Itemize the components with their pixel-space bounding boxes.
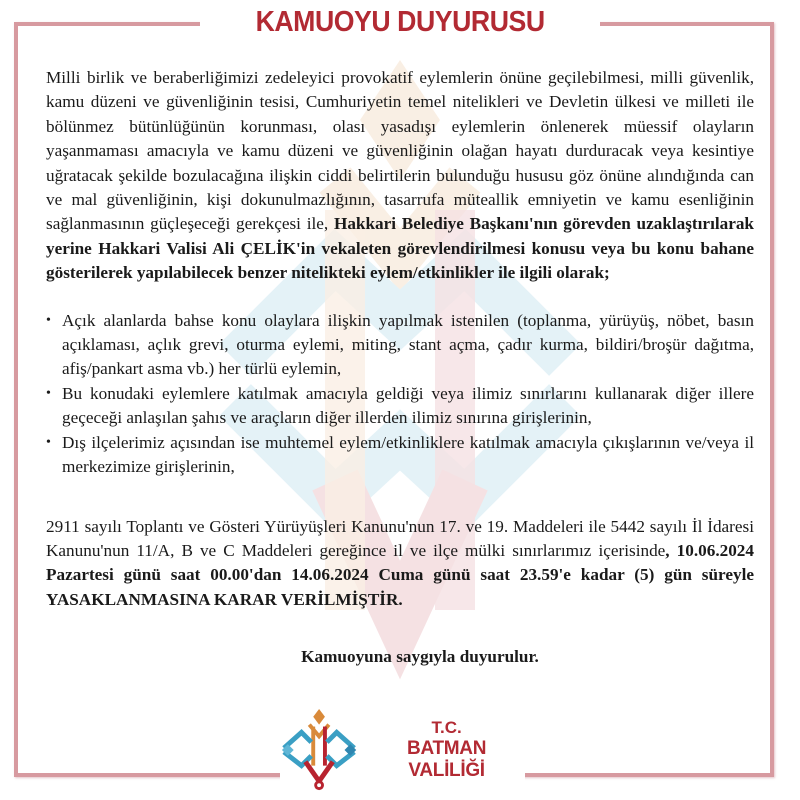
announcement-body	[46, 66, 754, 670]
batman-governorship-logo-icon	[280, 706, 358, 794]
ban-decision-text: , 10.06.2024 Pazartesi günü saat 00.00'dan 14.06.2024 Cuma günü saat 23.59'e kadar (5) gün süreyle YASAKLANMASINA KARAR VERİLMİŞTİR.	[46, 540, 754, 609]
list-item	[46, 382, 754, 431]
list-item	[46, 309, 754, 382]
bullet-icon: •	[46, 385, 51, 401]
closing-line: Kamuoyuna saygıyla duyurulur.	[301, 647, 539, 667]
list-item-text: Açık alanlarda bahse konu olaylara ilişkin yapılmak istenilen (toplanma, yürüyüş, nöbet, basın açıklaması, açlık grevi, oturma eylemi, miting, stant açma, çadır kurma, bildiri/broşür dağıtma, afiş/pankart asma vb.) her türlü eylemin,	[62, 310, 754, 379]
bullet-icon: •	[46, 434, 51, 450]
organization-name	[368, 718, 525, 782]
bullet-icon: •	[46, 312, 51, 328]
title-banner	[200, 0, 600, 44]
org-prefix: T.C.	[431, 718, 462, 737]
intro-bold-text: Hakkari Belediye Başkanı'nın görevden uzaklaştırılarak yerine Hakkari Valisi Ali ÇELİK'in vekaleten görevlendirilmesi konusu veya bu konu bahane gösterilerek yapılabilecek benzer nitelikteki eylem/etkinlikler ile ilgili olarak;	[46, 214, 754, 283]
intro-text: Milli birlik ve beraberliğimizi zedeleyici provokatif eylemlerin önüne geçilebilmesi, milli güvenlik, kamu düzeni ve güvenliğinin tesisi, Cumhuriyetin temel nitelikleri ve Devletin ülkesi ve milleti ile bölünmez bütünlüğünün korunması, olası yasadışı eylemlerin önlenerek müessif olayların yaşanmaması amacıyla ve kamu düzeni ve güvenliğinin olağan hayatı durduracak veya kesintiye uğratacak şekilde bozulacağına ilişkin ciddi belirtilerin bulunduğu hususu göz önüne alındığında can ve mal güvenliğinin, kişi dokunulmazlığının, tasarrufa müteallik emniyetin ve kamu esenliğinin sağlanmasının güçleşeceği gerekçesi ile,	[46, 68, 754, 234]
org-title: BATMAN VALİLİĞİ	[407, 738, 487, 781]
intro-paragraph	[46, 66, 754, 286]
law-text: 2911 sayılı Toplantı ve Gösteri Yürüyüşleri Kanunu'nun 17. ve 19. Maddeleri ile 5442 sayılı İl İdaresi Kanunu'nun 11/A, B ve C Maddeleri gereğince il ve ilçe mülki sınırlarımız içerisinde	[46, 516, 754, 560]
legal-basis-paragraph	[46, 515, 754, 613]
list-item-text: Dış ilçelerimiz açısından ise muhtemel eylem/etkinliklere katılmak amacıyla çıkışlarının ve/veya il merkezimize girişlerinin,	[62, 432, 754, 477]
prohibition-list	[46, 309, 754, 480]
list-item	[46, 431, 754, 480]
list-item-text: Bu konudaki eylemlere katılmak amacıyla geldiği veya ilimiz sınırlarını kullanarak diğer illere geçeceği anlaşılan şahıs ve araçların diğer illerden ilimiz sınırına girişlerinin,	[62, 383, 754, 428]
footer-signature	[280, 700, 525, 800]
page-title: KAMUOYU DUYURUSU	[255, 5, 545, 38]
